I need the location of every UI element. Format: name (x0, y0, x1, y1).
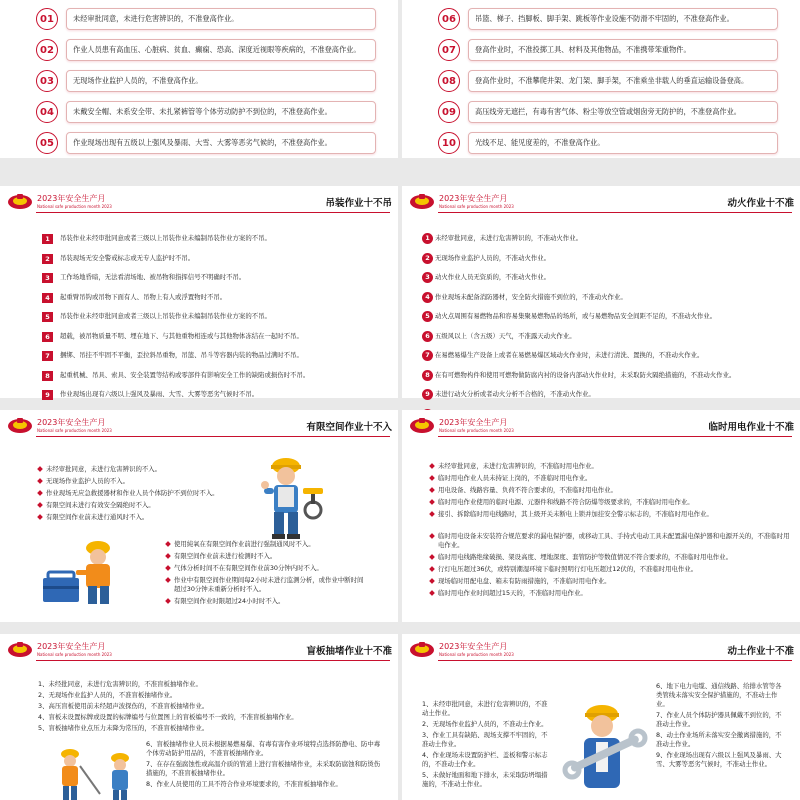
rule-row: 8、作业人员使用的工具不符合作业环境要求的，不准盲板抽堵作业。 (146, 780, 342, 788)
rule-row (42, 312, 392, 326)
rule-row (38, 477, 238, 486)
blind-plate-rules-list-b (146, 740, 386, 791)
rule-row: 1、未经批同意，未进行危害辨识的，不准盲板抽堵作业。 (38, 680, 202, 688)
rule-text: 接引、拆除临时用电线路时，其上级开关未断电上锁并加挂安全警示标志的，不准临时用电作业。 (438, 510, 713, 518)
rule-number-badge: 6 (422, 331, 433, 342)
rule-row (430, 510, 790, 519)
bullet-diamond-icon (429, 475, 435, 481)
confined-rules-list-a (38, 465, 238, 525)
safety-month-logo-icon (6, 640, 34, 658)
bullet-diamond-icon (429, 499, 435, 505)
rule-text: 有限空间作业时限超过24小时时不入。 (174, 597, 285, 605)
bullet-diamond-icon (37, 514, 43, 520)
hot-work-rules-list (422, 234, 794, 429)
rule-number-badge: 1 (42, 234, 53, 244)
rule-row (402, 35, 800, 66)
worker-toolbox-illustration (38, 530, 128, 610)
rule-text: 气体分析时间不在有限空间作业前30分钟内时不入。 (174, 564, 323, 572)
rule-text: 行灯电压超过36伏，或特别潮湿环境下临时照明行灯电压超过12伏的，不准临时用电作业。 (438, 565, 698, 573)
bullet-diamond-icon (165, 541, 171, 547)
rule-text: 工作场地昏暗，无法看清场地、被吊物和指挥信号不明确时不吊。 (60, 273, 246, 281)
temp-power-rules-list-a (430, 462, 790, 522)
panel-header (402, 186, 800, 216)
bullet-diamond-icon (37, 502, 43, 508)
rule-row (402, 128, 800, 159)
rule-text: 吊装作业未经审批同意或者三级以上吊装作业未编制吊装作业方案的不吊。 (60, 234, 271, 242)
rule-number-badge: 2 (422, 253, 433, 264)
rule-number-badge: 04 (36, 101, 58, 123)
rule-number-badge: 6 (42, 332, 53, 342)
worker-wrench-illustration (558, 698, 650, 800)
rule-text: 用电设备、线路容量、负荷不符合要求的，不准临时用电作业。 (438, 486, 617, 494)
header-sub-label: National safe production month 2023 (439, 204, 514, 209)
rule-number-badge: 7 (422, 350, 433, 361)
rule-row (430, 532, 790, 550)
height-work-list-left (0, 4, 398, 159)
rule-number-badge: 4 (42, 293, 53, 303)
header-rule (438, 212, 792, 213)
rule-number-badge: 9 (42, 390, 53, 400)
rule-text: 吊篮、梯子、挡脚板、脚手架、跳板等作业设施不防滑不牢固的，不准登高作业。 (468, 8, 778, 30)
rule-row (0, 4, 398, 35)
panel-title: 临时用电作业十不准 (708, 422, 794, 433)
rule-text: 有限空间作业前未进行通风时不入。 (46, 513, 149, 521)
header-sub-label: National safe production month 2023 (439, 428, 514, 433)
rule-row: 4、作业现场未设置防护栏、盖板和警示标志的，不准动土作业。 (422, 751, 548, 768)
rule-row: 2、无现场作业监护人员的，不准动土作业。 (422, 720, 548, 728)
rule-row (422, 390, 794, 404)
safety-month-logo-icon (6, 416, 34, 434)
rule-row (422, 332, 794, 346)
rule-number-badge: 1 (422, 233, 433, 244)
temp-power-rules-list-b (430, 532, 790, 601)
rule-text: 起重臂吊钩或吊物下面有人、吊物上有人或浮置物时不吊。 (60, 292, 227, 301)
rule-row (430, 577, 790, 586)
panel-title: 吊装作业十不吊 (325, 198, 392, 209)
bullet-diamond-icon (37, 490, 43, 496)
panel-hot-work (402, 186, 800, 398)
bullet-diamond-icon (37, 466, 43, 472)
header-sub-label: National safe production month 2023 (37, 652, 112, 657)
rule-text: 作业现场无应急救援器材和作业人员个体防护不到位时不入。 (46, 489, 219, 497)
rule-number-badge: 5 (42, 312, 53, 322)
rule-row (0, 35, 398, 66)
rule-text: 临时用电作业人员未持证上岗的，不准临时用电作业。 (438, 474, 592, 482)
rule-row (402, 97, 800, 128)
header-year-label: 2023年安全生产月 (37, 418, 106, 427)
rule-text: 有限空间未进行有效安全隔绝时不入。 (46, 501, 155, 509)
rule-text: 吊装作业未经审批同意或者三级以上吊装作业未编制吊装作业方案的不吊。 (60, 312, 271, 320)
rule-row (430, 474, 790, 483)
bullet-diamond-icon (165, 553, 171, 559)
rule-text: 有限空间作业前未进行检测时不入。 (174, 552, 277, 560)
panel-earthwork (402, 634, 800, 800)
rule-row (422, 371, 794, 385)
rule-row (430, 553, 790, 562)
header-year-label: 2023年安全生产月 (37, 642, 106, 651)
safety-month-logo-icon (408, 416, 436, 434)
bullet-diamond-icon (429, 590, 435, 596)
header-rule (36, 436, 390, 437)
confined-rules-list-b (166, 540, 366, 609)
rule-row (42, 234, 392, 248)
blind-plate-rules-list-a (38, 680, 388, 735)
rule-text: 未经审批同意，未进行危害辨识的，不准登高作业。 (66, 8, 376, 30)
rule-number-badge: 4 (422, 292, 433, 303)
rule-row (422, 234, 794, 248)
rule-text: 作业现场出现有六级以上强风及暴雨、大雪、大雾等恶劣气候时不吊。 (60, 390, 259, 398)
rule-text: 动火点周围有易燃物品和容易集聚易燃物品的场所，或与易燃物品安全间距不足的，不准动火作业。 (435, 312, 717, 320)
rule-row: 7、作业人员个体防护器具佩戴不到位的，不准动土作业。 (656, 711, 782, 728)
rule-number-badge: 3 (422, 272, 433, 283)
rule-text: 临时用电作业使用的临时电源、元器件和线路不符合防爆等级要求的，不准临时用电作业。 (438, 498, 694, 506)
rule-row (166, 552, 366, 561)
rule-text: 动火作业人员无资质的，不准动火作业。 (435, 273, 551, 281)
panel-header (0, 410, 398, 440)
rule-row (38, 489, 238, 498)
bullet-diamond-icon (429, 578, 435, 584)
rule-text: 无现场作业监护人员的，不准动火作业。 (435, 253, 551, 262)
lifting-rules-list (42, 234, 392, 429)
bullet-diamond-icon (429, 511, 435, 517)
rule-row (430, 589, 790, 598)
rule-row (0, 128, 398, 159)
header-sub-label: National safe production month 2023 (37, 204, 112, 209)
rule-number-badge: 09 (438, 101, 460, 123)
rule-number-badge: 5 (422, 311, 433, 322)
panel-lifting (0, 186, 398, 398)
bullet-diamond-icon (165, 577, 171, 583)
rule-text: 吊装现场无安全警戒标志或无专人监护时不吊。 (60, 253, 195, 262)
rule-row (38, 465, 238, 474)
rule-row: 7、在存在强腐蚀性或高温介质的管道上进行盲板抽堵作业，未采取防腐蚀和防烫伤措施的，不准盲板抽堵作业。 (146, 760, 381, 777)
bullet-diamond-icon (429, 533, 435, 539)
panel-title: 盲板抽堵作业十不准 (306, 646, 392, 657)
panel-header (402, 634, 800, 664)
rule-text: 作业中有限空间作业期间每2小时未进行监测分析，或作业中断时间超过30分钟未重新分析时不入。 (174, 576, 364, 593)
rule-text: 登高作业时，不准攀爬井架、龙门架、脚手架，不准乘坐非载人的垂直运输设备登高。 (468, 70, 778, 92)
rule-text: 作业现场未配备消防器材，安全防火措施不到位的，不准动火作业。 (435, 292, 627, 301)
rule-number-badge: 10 (438, 132, 460, 154)
rule-text: 现场临时用配电盘、箱未有防雨措施的，不准临时用电作业。 (438, 577, 611, 585)
rule-text: 使用純氧在有限空间作业前进行强制通风时不入。 (174, 540, 315, 548)
rule-row (422, 293, 794, 307)
rule-row: 9、作业现场出现有六级以上强风及暴雨、大雪、大雾等恶劣气候时，不准动土作业。 (656, 751, 782, 768)
rule-row (42, 371, 392, 385)
rule-row: 3、高压盲板使用前未经超声波探伤的，不准盲板抽堵作业。 (38, 702, 209, 710)
rule-row: 3、作业工具有缺陷、现场支撑不牢固的，不准动土作业。 (422, 731, 548, 748)
rule-text: 五级风以上（含五级）天气，不准露天动火作业。 (435, 331, 576, 340)
header-year-label: 2023年安全生产月 (37, 194, 106, 203)
safety-month-logo-icon (6, 192, 34, 210)
rule-row (38, 513, 238, 522)
rule-row: 5、盲板抽堵作业点压力未降为常压的，不准盲板抽堵作业。 (38, 724, 209, 732)
bullet-diamond-icon (37, 478, 43, 484)
header-rule (36, 660, 390, 661)
rule-number-badge: 7 (42, 351, 53, 361)
earthwork-rules-list-a (422, 700, 550, 791)
rule-row (166, 576, 366, 594)
rule-number-badge: 8 (42, 371, 53, 381)
panel-confined-space (0, 410, 398, 622)
header-sub-label: National safe production month 2023 (37, 428, 112, 433)
panel-header (402, 410, 800, 440)
rule-row: 8、动土作业场所未落实安全撤离措施的，不准动土作业。 (656, 731, 782, 748)
sheet-height-work-right (402, 0, 800, 158)
bullet-diamond-icon (165, 565, 171, 571)
rule-row (422, 351, 794, 365)
rule-row (422, 254, 794, 268)
rule-row (430, 486, 790, 495)
bullet-diamond-icon (429, 463, 435, 469)
safety-month-logo-icon (408, 640, 436, 658)
rule-row (166, 564, 366, 573)
rule-row: 6、盲板抽堵作业人员未根据易燃易爆、有毒有害作业环境特点选择防静电、防中毒个体劳动防护用品的，不准盲板抽堵作业。 (146, 740, 381, 757)
rule-row: 4、盲板未设置标牌或设置的标牌编号与位置图上的盲板编号不一致的，不准盲板抽堵作业。 (38, 713, 298, 721)
header-year-label: 2023年安全生产月 (439, 642, 508, 651)
rule-text: 未经审批同意，未进行危害辨识的，不准临时用电作业。 (438, 462, 598, 470)
bullet-diamond-icon (429, 566, 435, 572)
bullet-diamond-icon (429, 487, 435, 493)
rule-number-badge: 08 (438, 70, 460, 92)
rule-text: 临时用电线路绝缘破损、架设高度、埋地深度、套管防护等数值情况不符合要求的，不准临时用电作业。 (438, 553, 732, 561)
panel-title: 动火作业十不准 (727, 198, 794, 209)
header-rule (438, 660, 792, 661)
rule-row (402, 4, 800, 35)
earthwork-rules-list-b (656, 682, 786, 771)
rule-number-badge: 8 (422, 370, 433, 381)
rule-text: 临时用电作业时间超过15天的，不准临时用电作业。 (438, 589, 587, 597)
rule-row (422, 312, 794, 326)
header-year-label: 2023年安全生产月 (439, 194, 508, 203)
workers-digging-illustration (40, 744, 140, 800)
header-sub-label: National safe production month 2023 (439, 652, 514, 657)
rule-number-badge: 2 (42, 254, 53, 264)
rule-text: 超载，被吊物质量不明、埋在地下、与其他重物相连或与其他物体冻结在一起时不吊。 (60, 331, 303, 340)
panel-blind-plate (0, 634, 398, 800)
rule-row (42, 254, 392, 268)
rule-text: 未戴安全帽、未系安全带、未扎紧裤管等个体劳动防护不到位的，不准登高作业。 (66, 101, 376, 123)
rule-row (166, 597, 366, 606)
welding-torch-icon (298, 480, 328, 520)
rule-number-badge: 03 (36, 70, 58, 92)
rule-row (42, 293, 392, 307)
rule-text: 在易燃易爆生产设备上或者在易燃易爆区域动火作业时，未进行清洗、置换的，不准动火作业。 (435, 351, 704, 359)
height-work-list-right (402, 4, 800, 159)
rule-number-badge: 06 (438, 8, 460, 30)
rule-row: 5、未做好地面和地下排水，未采取防坍塌措施的，不准动土作业。 (422, 771, 548, 788)
bullet-diamond-icon (165, 598, 171, 604)
rule-row (430, 462, 790, 471)
safety-month-logo-icon (408, 192, 436, 210)
rule-number-badge: 02 (36, 39, 58, 61)
panel-title: 有限空间作业十不入 (306, 422, 392, 433)
rule-number-badge: 07 (438, 39, 460, 61)
header-year-label: 2023年安全生产月 (439, 418, 508, 427)
bullet-diamond-icon (429, 554, 435, 560)
sheet-height-work-left (0, 0, 398, 158)
rule-text: 捆绑、吊挂不牢固不平衡，歪拉斜吊重物，吊篮、吊斗等容器内装的物品过满时不吊。 (60, 351, 303, 359)
rule-text: 高压线旁无遮拦，有毒有害气体、粉尘等放空管或烟囱旁无防护的，不准登高作业。 (468, 101, 778, 123)
rule-text: 起重机械、吊具、索具、安全装置等结构或零部件有影响安全工作的缺陷或损伤时不吊。 (60, 370, 310, 379)
rule-text: 光线不足、能见度差的，不准登高作业。 (468, 132, 778, 154)
rule-text: 未经审批同意，未进行危害辨识的不入。 (46, 465, 162, 473)
rule-row: 6、地下电力电缆、通信线路、给排水管等各类管线未落实安全保护措施的，不准动土作业。 (656, 682, 782, 708)
rule-text: 未经审批同意，未进行危害辨识的，不准动火作业。 (435, 234, 582, 242)
rule-text: 无现场作业监护人员的，不准登高作业。 (66, 70, 376, 92)
rule-row (0, 97, 398, 128)
rule-row (38, 501, 238, 510)
rule-row: 2、无现场作业监护人员的，不准盲板抽堵作业。 (38, 691, 177, 699)
rule-text: 无现场作业监护人员的不入。 (46, 477, 130, 485)
rule-number-badge: 05 (36, 132, 58, 154)
rule-text: 临时用电设备未安装符合规范要求的漏电保护器，或移动工具、手持式电动工具未配置漏电保护器和电源开关的，不准临时用电作业。 (438, 532, 790, 549)
rule-number-badge: 9 (422, 389, 433, 400)
rule-row (42, 390, 392, 404)
rule-number-badge: 01 (36, 8, 58, 30)
rule-text: 作业人员患有高血压、心脏病、贫血、癫痫、恐高、深度近视眼等疾病的，不准登高作业。 (66, 39, 376, 61)
rule-row: 1、未经审批同意，未进行危害辨识的，不准动土作业。 (422, 700, 548, 717)
panel-title: 动土作业十不准 (727, 646, 794, 657)
rule-row (422, 273, 794, 287)
rule-row (0, 66, 398, 97)
rule-text: 登高作业时，不准投掷工具、材料及其他物品，不准携带笨重物件。 (468, 39, 778, 61)
rule-row (402, 66, 800, 97)
rule-text: 未进行动火分析或者动火分析不合格的，不准动火作业。 (435, 390, 595, 398)
rule-row (42, 332, 392, 346)
panel-header (0, 634, 398, 664)
header-rule (36, 212, 390, 213)
panel-temporary-power (402, 410, 800, 622)
rule-row (430, 498, 790, 507)
rule-row (42, 273, 392, 287)
panel-header (0, 186, 398, 216)
rule-row (42, 351, 392, 365)
header-rule (438, 436, 792, 437)
rule-text: 在有可燃物构件和使用可燃物做防腐内衬的设备内部动火作业时，未采取防火隔绝措施的，不准动火作业。 (435, 370, 736, 379)
rule-text: 作业现场出现有五级以上强风及暴雨、大雪、大雾等恶劣气候的，不准登高作业。 (66, 132, 376, 154)
rule-row (430, 565, 790, 574)
rule-number-badge: 3 (42, 273, 53, 283)
